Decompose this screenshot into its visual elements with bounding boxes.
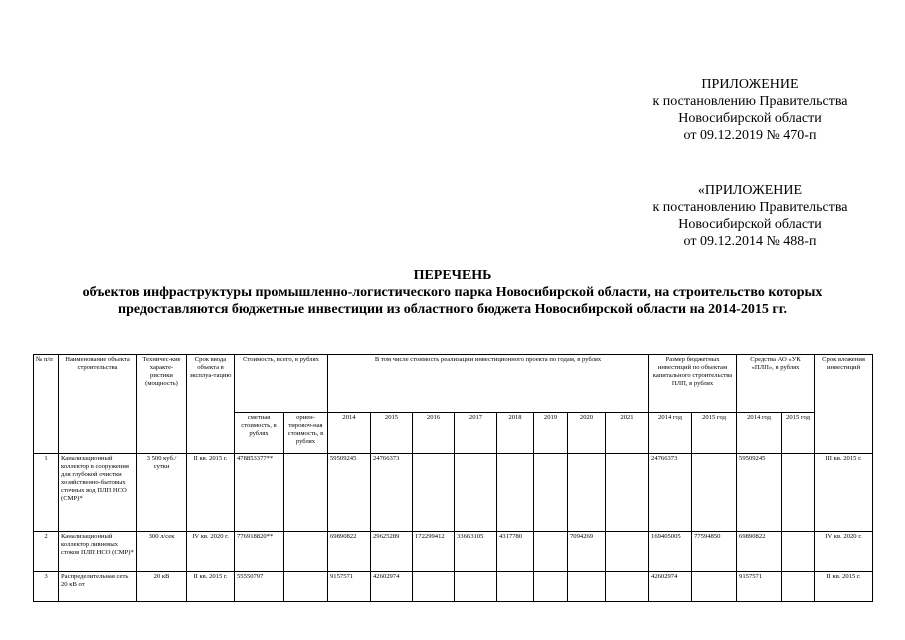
appendix-heading: ПРИЛОЖЕНИЕ — [701, 77, 799, 92]
cell-year — [413, 454, 455, 532]
header-budget-year: 2014 год — [649, 413, 692, 454]
table-row — [34, 572, 873, 602]
cell-year: 24766373 — [371, 454, 413, 532]
cell-budget: 24766373 — [649, 454, 692, 532]
appendix-current — [600, 76, 900, 144]
cell-cost-approx — [284, 532, 328, 572]
cell-year — [534, 532, 568, 572]
appendix-date: от 09.12.2019 № 470-п — [683, 128, 817, 143]
table-row — [34, 532, 873, 572]
cell-uk — [782, 532, 815, 572]
cell-year — [455, 454, 497, 532]
title-heading: ПЕРЕЧЕНЬ — [413, 268, 492, 283]
header-name: Наименование объекта строительства — [59, 355, 137, 454]
header-cost-estimate: сметная стоимость, в рублях — [235, 413, 284, 454]
cell-name: Распределительная сеть 20 кВ от — [59, 572, 137, 602]
cell-tech: 20 кВ — [137, 572, 187, 602]
table-header-row — [34, 355, 873, 413]
cell-term: II кв. 2015 г. — [187, 454, 235, 532]
cell-budget: 42602974 — [649, 572, 692, 602]
header-uk-year: 2014 год — [737, 413, 782, 454]
cell-uk: 9157571 — [737, 572, 782, 602]
header-uk: Средства АО «УК «ПЛП», в рублях — [737, 355, 815, 413]
cell-year — [497, 454, 534, 532]
cell-year — [568, 572, 606, 602]
appendix-line: к постановлению Правительства — [652, 200, 848, 215]
table-row — [34, 454, 873, 532]
cell-invest-term: IV кв. 2020 г. — [815, 532, 873, 572]
header-year: 2019 — [534, 413, 568, 454]
header-year: 2015 — [371, 413, 413, 454]
header-by-year: В том числе стоимость реализации инвестиционного проекта по годам, в рублях — [328, 355, 649, 413]
header-term: Срок ввода объекта в эксплуа-тацию — [187, 355, 235, 454]
appendix-line: Новосибирской области — [678, 111, 822, 126]
cell-num: 1 — [34, 454, 59, 532]
cell-year: 7094269 — [568, 532, 606, 572]
cell-year — [455, 572, 497, 602]
header-year: 2021 — [606, 413, 649, 454]
cell-year — [534, 572, 568, 602]
cell-uk — [782, 454, 815, 532]
cell-year — [534, 454, 568, 532]
header-year: 2018 — [497, 413, 534, 454]
title-line: предоставляются бюджетные инвестиции из областного бюджета Новосибирской области на 2014-2015 гг. — [118, 302, 787, 317]
header-tech: Техничес-кие характе-ристики (мощность) — [137, 355, 187, 454]
cell-year: 4317780 — [497, 532, 534, 572]
cell-name: Канализационный коллектор ливневых стоков ПЛП НСО (СМР)* — [59, 532, 137, 572]
cell-cost-estimate: 478853377** — [235, 454, 284, 532]
cell-year: 29625289 — [371, 532, 413, 572]
cell-budget: 169405005 — [649, 532, 692, 572]
cell-year — [606, 532, 649, 572]
document-title — [0, 267, 905, 318]
cell-term: IV кв. 2020 г. — [187, 532, 235, 572]
cell-year — [606, 572, 649, 602]
cell-name: Канализационный коллектор в сооружения для глубокой очистки хозяйственно-бытовых сточных вод ПЛП НСО (СМР)* — [59, 454, 137, 532]
header-cost-approx: ориен-тировоч-ная стоимость, в рублях — [284, 413, 328, 454]
cell-cost-estimate: 776918820** — [235, 532, 284, 572]
cell-year: 9157571 — [328, 572, 371, 602]
appendix-line: Новосибирской области — [678, 217, 822, 232]
appendix-date: от 09.12.2014 № 488-п — [683, 234, 817, 249]
cell-uk: 69890822 — [737, 532, 782, 572]
header-cost: Стоимость, всего, в рублях — [235, 355, 328, 413]
header-invest-term: Срок вложения инвестиций — [815, 355, 873, 454]
cell-year: 59509245 — [328, 454, 371, 532]
header-budget-year: 2015 год — [692, 413, 737, 454]
header-budget: Размер бюджетных инвестиций по объектам капитального строительства ПЛП, в рублях — [649, 355, 737, 413]
cell-year: 42602974 — [371, 572, 413, 602]
cell-year: 69890822 — [328, 532, 371, 572]
cell-cost-approx — [284, 572, 328, 602]
header-num: № п/п — [34, 355, 59, 454]
cell-num: 2 — [34, 532, 59, 572]
cell-budget: 77594850 — [692, 532, 737, 572]
cell-year — [497, 572, 534, 602]
objects-table — [33, 354, 873, 602]
cell-uk: 59509245 — [737, 454, 782, 532]
cell-year — [413, 572, 455, 602]
cell-tech: 300 л/сек — [137, 532, 187, 572]
appendix-heading: «ПРИЛОЖЕНИЕ — [697, 183, 803, 198]
cell-budget — [692, 572, 737, 602]
header-year: 2014 — [328, 413, 371, 454]
appendix-line: к постановлению Правительства — [652, 94, 848, 109]
title-line: объектов инфраструктуры промышленно-логистического парка Новосибирской области, на строительство которых — [82, 285, 823, 300]
cell-invest-term: II кв. 2015 г. — [815, 572, 873, 602]
header-uk-year: 2015 год — [782, 413, 815, 454]
cell-budget — [692, 454, 737, 532]
cell-tech: 3 500 куб./сутки — [137, 454, 187, 532]
cell-term: II кв. 2015 г. — [187, 572, 235, 602]
header-year: 2020 — [568, 413, 606, 454]
cell-invest-term: III кв. 2015 г. — [815, 454, 873, 532]
cell-cost-approx — [284, 454, 328, 532]
cell-year: 33663105 — [455, 532, 497, 572]
cell-year — [606, 454, 649, 532]
cell-uk — [782, 572, 815, 602]
cell-year — [568, 454, 606, 532]
cell-cost-estimate: 55550797 — [235, 572, 284, 602]
appendix-previous — [600, 182, 900, 250]
cell-year: 172299412 — [413, 532, 455, 572]
cell-num: 3 — [34, 572, 59, 602]
header-year: 2016 — [413, 413, 455, 454]
header-year: 2017 — [455, 413, 497, 454]
